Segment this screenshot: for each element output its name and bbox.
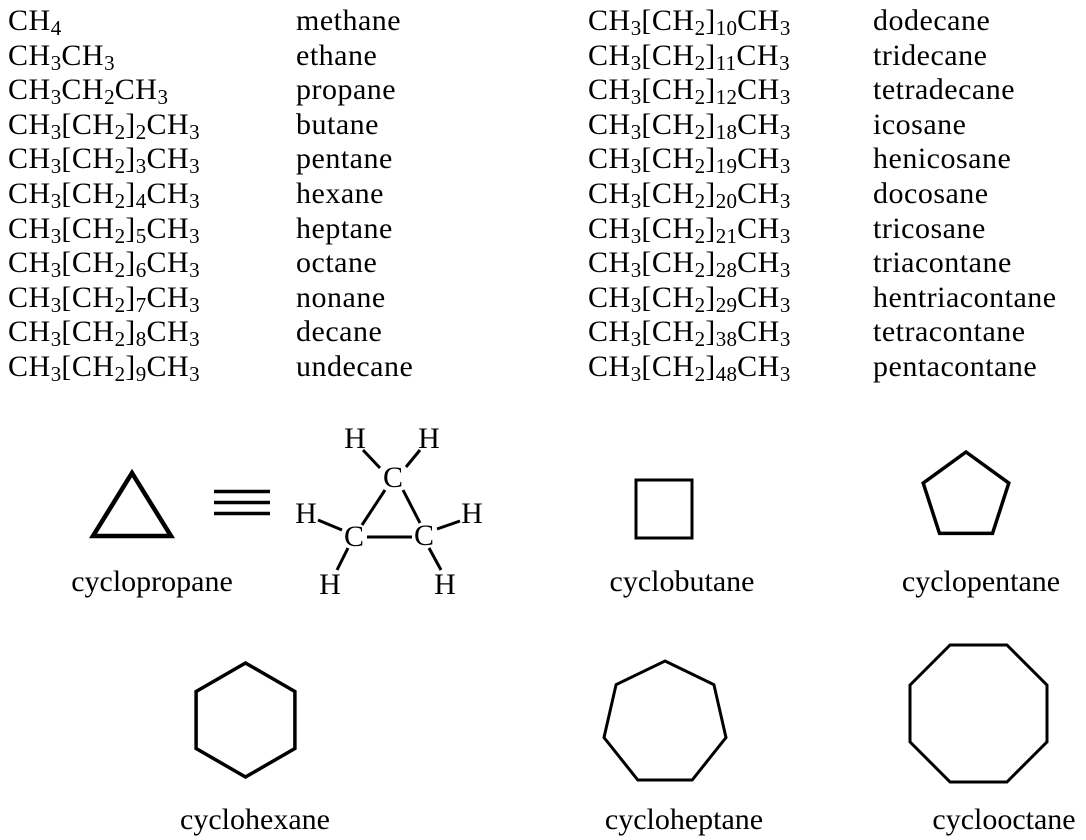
alkane-name: butane	[296, 107, 379, 141]
alkane-formula: $CH_3[CH_2]_{21}CH_3$	[588, 211, 791, 248]
alkane-row	[588, 4, 1057, 39]
alkane-row	[588, 315, 1057, 350]
alkane-formula: $CH_4$	[8, 4, 62, 40]
alkane-name: octane	[296, 246, 378, 280]
alkane-formula: $CH_3[CH_2]_{29}CH_3$	[588, 280, 791, 317]
alkane-table-left	[8, 4, 413, 385]
alkane-name: ethane	[296, 38, 378, 72]
alkane-row	[588, 177, 1057, 212]
hydrogen-atom-label: H	[461, 497, 483, 530]
alkane-formula: $CH_3[CH_2]_6CH_3$	[8, 246, 200, 283]
alkane-name: heptane	[296, 211, 393, 245]
alkane-name: nonane	[296, 280, 386, 314]
alkane-name: tetracontane	[873, 315, 1026, 349]
cycloheptane-label: cycloheptane	[604, 803, 764, 836]
cyclopentane-ring-shape	[918, 448, 1014, 538]
alkane-row	[588, 142, 1057, 177]
alkane-formula: $CH_3CH_2CH_3$	[8, 73, 169, 110]
alkane-name: pentacontane	[873, 349, 1038, 383]
cyclobutane-label: cyclobutane	[609, 565, 755, 598]
alkane-row	[588, 281, 1057, 316]
alkane-formula: $CH_3[CH_2]_9CH_3$	[8, 349, 200, 386]
alkane-table-right	[588, 4, 1057, 385]
cyclopropane-label: cyclopropane	[71, 565, 233, 598]
hydrogen-atom-label: H	[418, 422, 440, 455]
hydrogen-atom-label: H	[434, 568, 456, 598]
cyclopropane-ring-shape	[88, 468, 178, 543]
alkane-row	[8, 73, 413, 108]
alkane-name: icosane	[873, 107, 967, 141]
alkane-name: dodecane	[873, 4, 991, 37]
alkane-row	[588, 212, 1057, 247]
alkane-formula: $CH_3[CH_2]_{18}CH_3$	[588, 107, 791, 144]
hydrogen-atom-label: H	[295, 497, 317, 530]
alkane-formula: $CH_3[CH_2]_7CH_3$	[8, 280, 200, 317]
carbon-atom-label: C	[382, 461, 404, 494]
alkane-row	[8, 108, 413, 143]
alkane-row	[588, 39, 1057, 74]
alkane-name: tetradecane	[873, 73, 1016, 107]
alkane-name: decane	[296, 315, 383, 349]
cyclohexane-label: cyclohexane	[180, 803, 330, 836]
alkane-row	[8, 212, 413, 247]
alkane-formula: $CH_3[CH_2]_{10}CH_3$	[588, 4, 791, 40]
cyclooctane-label: cyclooctane	[932, 803, 1076, 836]
cyclopentane-label: cyclopentane	[901, 565, 1061, 598]
alkane-name: tricosane	[873, 211, 986, 245]
alkane-name: hexane	[296, 176, 384, 210]
alkane-name: triacontane	[873, 246, 1012, 280]
alkane-formula: $CH_3[CH_2]_{12}CH_3$	[588, 73, 791, 110]
alkane-name: undecane	[296, 349, 414, 383]
alkane-name: henicosane	[873, 142, 1012, 176]
alkane-name: hentriacontane	[873, 280, 1057, 314]
alkane-name: propane	[296, 73, 397, 107]
alkane-row	[588, 108, 1057, 143]
alkane-formula: $CH_3[CH_2]_{38}CH_3$	[588, 315, 791, 352]
alkane-row	[8, 315, 413, 350]
alkane-name: methane	[296, 4, 402, 37]
alkane-formula: $CH_3[CH_2]_8CH_3$	[8, 315, 200, 352]
alkane-formula: $CH_3CH_3$	[8, 38, 115, 75]
alkane-row	[588, 350, 1057, 385]
alkane-row	[8, 281, 413, 316]
alkane-row	[588, 246, 1057, 281]
alkane-name: docosane	[873, 176, 989, 210]
cyclobutane-ring-shape	[634, 478, 694, 540]
carbon-atom-label: C	[343, 520, 365, 553]
alkane-formula: $CH_3[CH_2]_{11}CH_3$	[588, 38, 790, 75]
alkane-formula: $CH_3[CH_2]_3CH_3$	[8, 142, 200, 179]
alkane-formula: $CH_3[CH_2]_{20}CH_3$	[588, 176, 791, 213]
alkane-row	[8, 350, 413, 385]
cyclooctane-ring-shape	[906, 641, 1051, 786]
alkane-row	[8, 142, 413, 177]
alkane-formula: $CH_3[CH_2]_{48}CH_3$	[588, 349, 791, 386]
alkane-row	[8, 246, 413, 281]
alkane-row	[8, 4, 413, 39]
cycloheptane-ring-shape	[600, 657, 730, 784]
alkane-row	[588, 73, 1057, 108]
alkane-formula: $CH_3[CH_2]_{28}CH_3$	[588, 246, 791, 283]
hydrogen-atom-label: H	[319, 568, 341, 598]
cyclopropane-structural-formula	[288, 418, 493, 598]
equivalence-icon	[212, 486, 274, 520]
alkane-row	[8, 177, 413, 212]
carbon-atom-label: C	[413, 519, 435, 552]
alkane-name: tridecane	[873, 38, 988, 72]
alkane-row	[8, 39, 413, 74]
alkane-formula: $CH_3[CH_2]_{19}CH_3$	[588, 142, 791, 179]
alkane-formula: $CH_3[CH_2]_5CH_3$	[8, 211, 200, 248]
alkane-formula: $CH_3[CH_2]_2CH_3$	[8, 107, 200, 144]
cyclohexane-ring-shape	[194, 659, 297, 781]
hydrogen-atom-label: H	[344, 422, 366, 455]
alkane-formula: $CH_3[CH_2]_4CH_3$	[8, 176, 200, 213]
alkane-name: pentane	[296, 142, 393, 176]
